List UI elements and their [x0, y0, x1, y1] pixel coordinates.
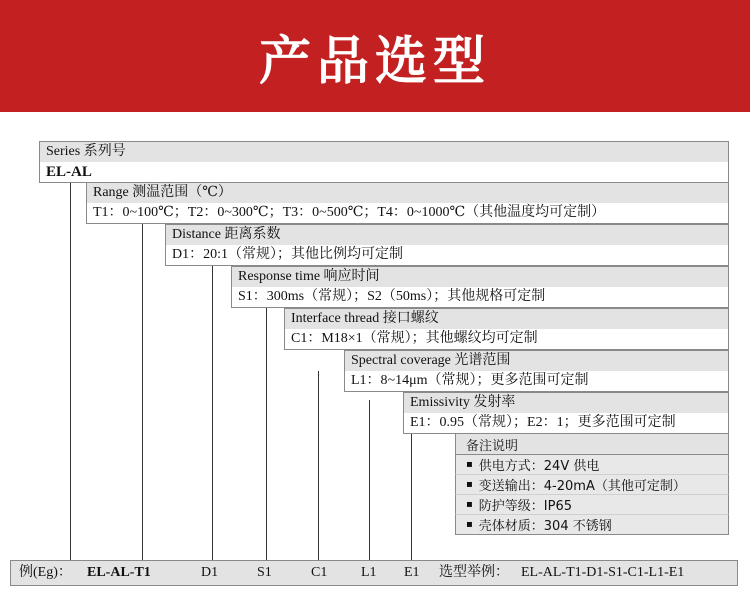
spectral-value: L1：8~14μm（常规）；更多范围可定制 [351, 373, 589, 388]
note-item [455, 515, 729, 535]
spectral-header [344, 350, 729, 372]
example-code-e: E1 [404, 565, 420, 580]
distance-value-row [165, 245, 729, 266]
distance-value: D1：20:1（常规）；其他比例均可定制 [172, 247, 403, 262]
notes-title: 备注说明 [466, 438, 519, 454]
thread-label: Interface thread 接口螺纹 [291, 311, 439, 326]
range-label: Range 测温范围（℃） [93, 185, 232, 200]
spectral-label: Spectral coverage 光谱范围 [351, 353, 511, 368]
thread-value: C1：M18×1（常规）；其他螺纹均可定制 [291, 331, 538, 346]
emissivity-value: E1：0.95（常规）；E2：1；更多范围可定制 [410, 415, 676, 430]
example-full-label: 选型举例： [439, 565, 509, 580]
page-title: 产品选型 [258, 31, 491, 92]
example-full-value: EL-AL-T1-D1-S1-C1-L1-E1 [521, 565, 685, 580]
example-bar [10, 560, 738, 586]
note-item [455, 455, 729, 475]
range-value-row [86, 203, 729, 224]
spectral-value-row [344, 371, 729, 392]
example-code-s: S1 [257, 565, 272, 580]
distance-header [165, 224, 729, 246]
connector-line-spectral [369, 400, 370, 560]
emissivity-label: Emissivity 发射率 [410, 395, 516, 410]
example-code-d: D1 [201, 565, 219, 580]
response-value-row [231, 287, 729, 308]
distance-label: Distance 距离系数 [172, 227, 281, 242]
note-text: 防护等级：IP65 [478, 499, 572, 514]
connector-line-thread [318, 371, 319, 560]
connector-line-distance [212, 266, 213, 560]
response-label: Response time 响应时间 [238, 269, 380, 284]
series-header [39, 141, 729, 163]
example-code-l: L1 [361, 565, 377, 580]
note-text: 壳体材质：304 不锈钢 [478, 519, 612, 534]
series-value: EL-AL [46, 164, 92, 180]
connector-line-series [70, 183, 71, 560]
connector-line-range [142, 224, 143, 560]
thread-value-row [284, 329, 729, 350]
series-value-row [39, 162, 729, 183]
emissivity-value-row [403, 413, 729, 434]
bullet-icon: ▪ [466, 519, 473, 530]
note-item [455, 495, 729, 515]
response-header [231, 266, 729, 288]
connector-line-response [266, 308, 267, 560]
notes-header [455, 433, 729, 455]
bullet-icon: ▪ [466, 459, 473, 470]
bullet-icon: ▪ [466, 499, 473, 510]
response-value: S1：300ms（常规）；S2（50ms）；其他规格可定制 [238, 289, 546, 304]
range-header [86, 182, 729, 204]
note-text: 供电方式：24V 供电 [478, 459, 600, 474]
header-banner [0, 0, 750, 112]
thread-header [284, 308, 729, 330]
note-text: 变送输出：4-20mA（其他可定制） [478, 479, 686, 494]
connector-line-emissivity [411, 434, 412, 560]
emissivity-header [403, 392, 729, 414]
range-value: T1：0~100℃；T2：0~300℃；T3：0~500℃；T4：0~1000℃（其他温度均可定制） [93, 205, 606, 220]
example-code-c: C1 [311, 565, 328, 580]
example-model: EL-AL-T1 [87, 565, 151, 580]
bullet-icon: ▪ [466, 479, 473, 490]
example-label: 例(Eg)： [19, 565, 72, 580]
note-item [455, 475, 729, 495]
series-label: Series 系列号 [46, 144, 126, 159]
